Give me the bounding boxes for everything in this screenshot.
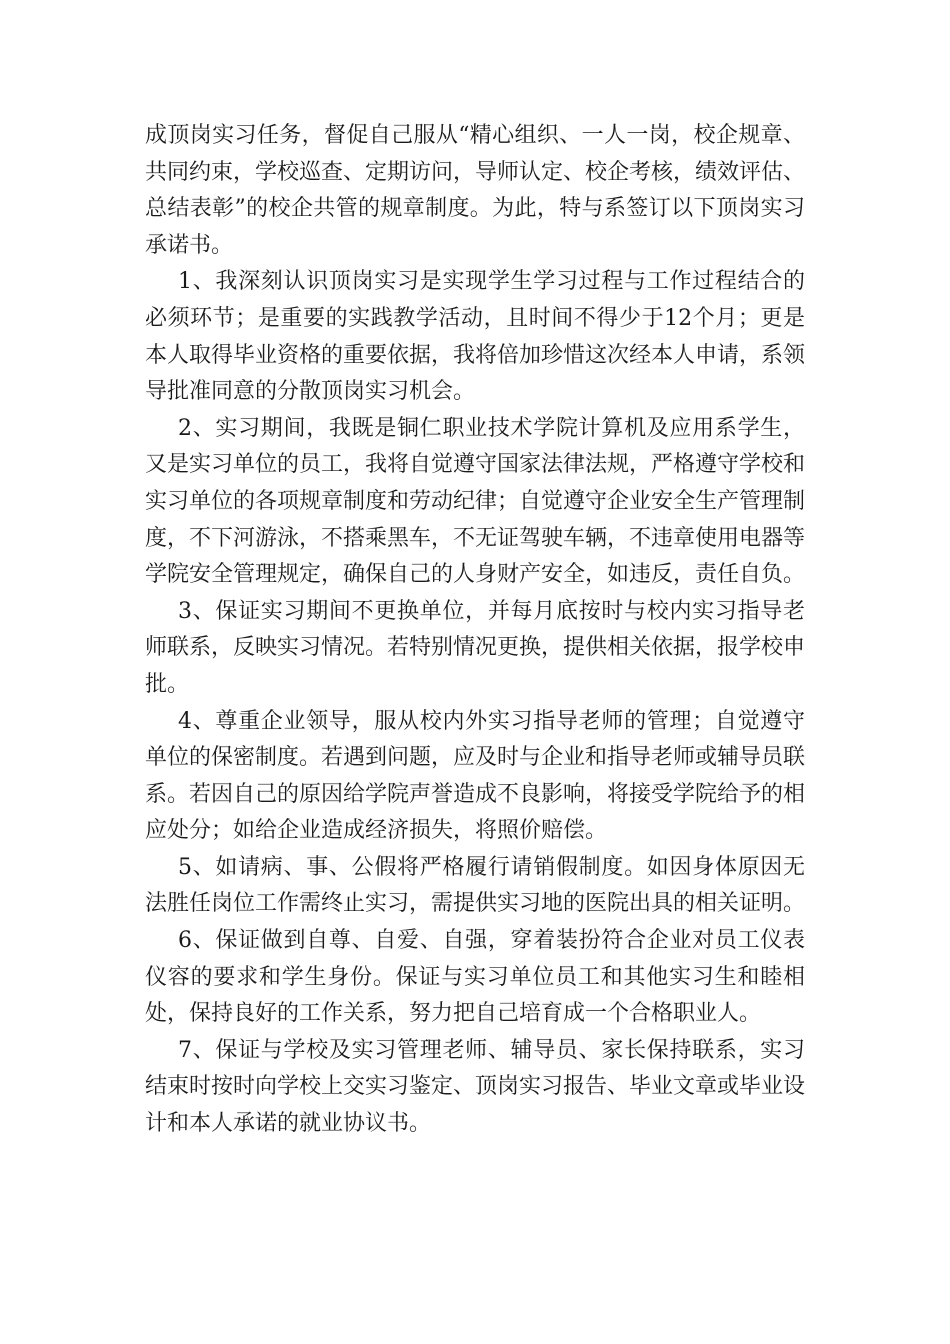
document-body <box>145 118 805 1143</box>
paragraph-item-3: 3、保证实习期间不更换单位，并每月底按时与校内实习指导老师联系，反映实习情况。若特别情况更换，提供相关依据，报学校申批。 <box>145 598 806 697</box>
paragraph-continuation: 成顶岗实习任务，督促自己服从“精心组织、一人一岗，校企规章、共同约束，学校巡查、定期访问，导师认定、校企考核，绩效评估、总结表彰”的校企共管的规章制度。为此，特与系签订以下顶岗实习承诺书。 <box>145 123 806 258</box>
paragraph-item-6: 6、保证做到自尊、自爱、自强，穿着装扮符合企业对员工仪表仪容的要求和学生身份。保证与实习单位员工和其他实习生和睦相处，保持良好的工作关系，努力把自己培育成一个合格职业人。 <box>145 928 805 1027</box>
paragraph-item-2: 2、实习期间，我既是铜仁职业技术学院计算机及应用系学生，又是实习单位的员工，我将自觉遵守国家法律法规，严格遵守学校和实习单位的各项规章制度和劳动纪律；自觉遵守企业安全生产管理制度，不下河游泳，不搭乘黑车，不无证驾驶车辆，不违章使用电器等学院安全管理规定，确保自己的人身财产安全，如违反，责任自负。 <box>145 415 806 588</box>
paragraph-item-7: 7、保证与学校及实习管理老师、辅导员、家长保持联系，实习结束时按时向学校上交实习鉴定、顶岗实习报告、毕业文章或毕业设计和本人承诺的就业协议书。 <box>145 1037 806 1137</box>
paragraph-item-4: 4、尊重企业领导，服从校内外实习指导老师的管理；自觉遵守单位的保密制度。若遇到问题，应及时与企业和指导老师或辅导员联系。若因自己的原因给学院声誉造成不良影响，将接受学院给予的相应处分；如给企业造成经济损失，将照价赔偿。 <box>145 708 806 844</box>
paragraph-item-1: 1、我深刻认识顶岗实习是实现学生学习过程与工作过程结合的必须环节；是重要的实践教学活动，且时间不得少于12个月；更是本人取得毕业资格的重要依据，我将倍加珍惜这次经本人申请，系领导批准同意的分散顶岗实习机会。 <box>145 269 806 405</box>
paragraph-item-5: 5、如请病、事、公假将严格履行请销假制度。如因身体原因无法胜任岗位工作需终止实习，需提供实习地的医院出具的相关证明。 <box>145 854 806 917</box>
